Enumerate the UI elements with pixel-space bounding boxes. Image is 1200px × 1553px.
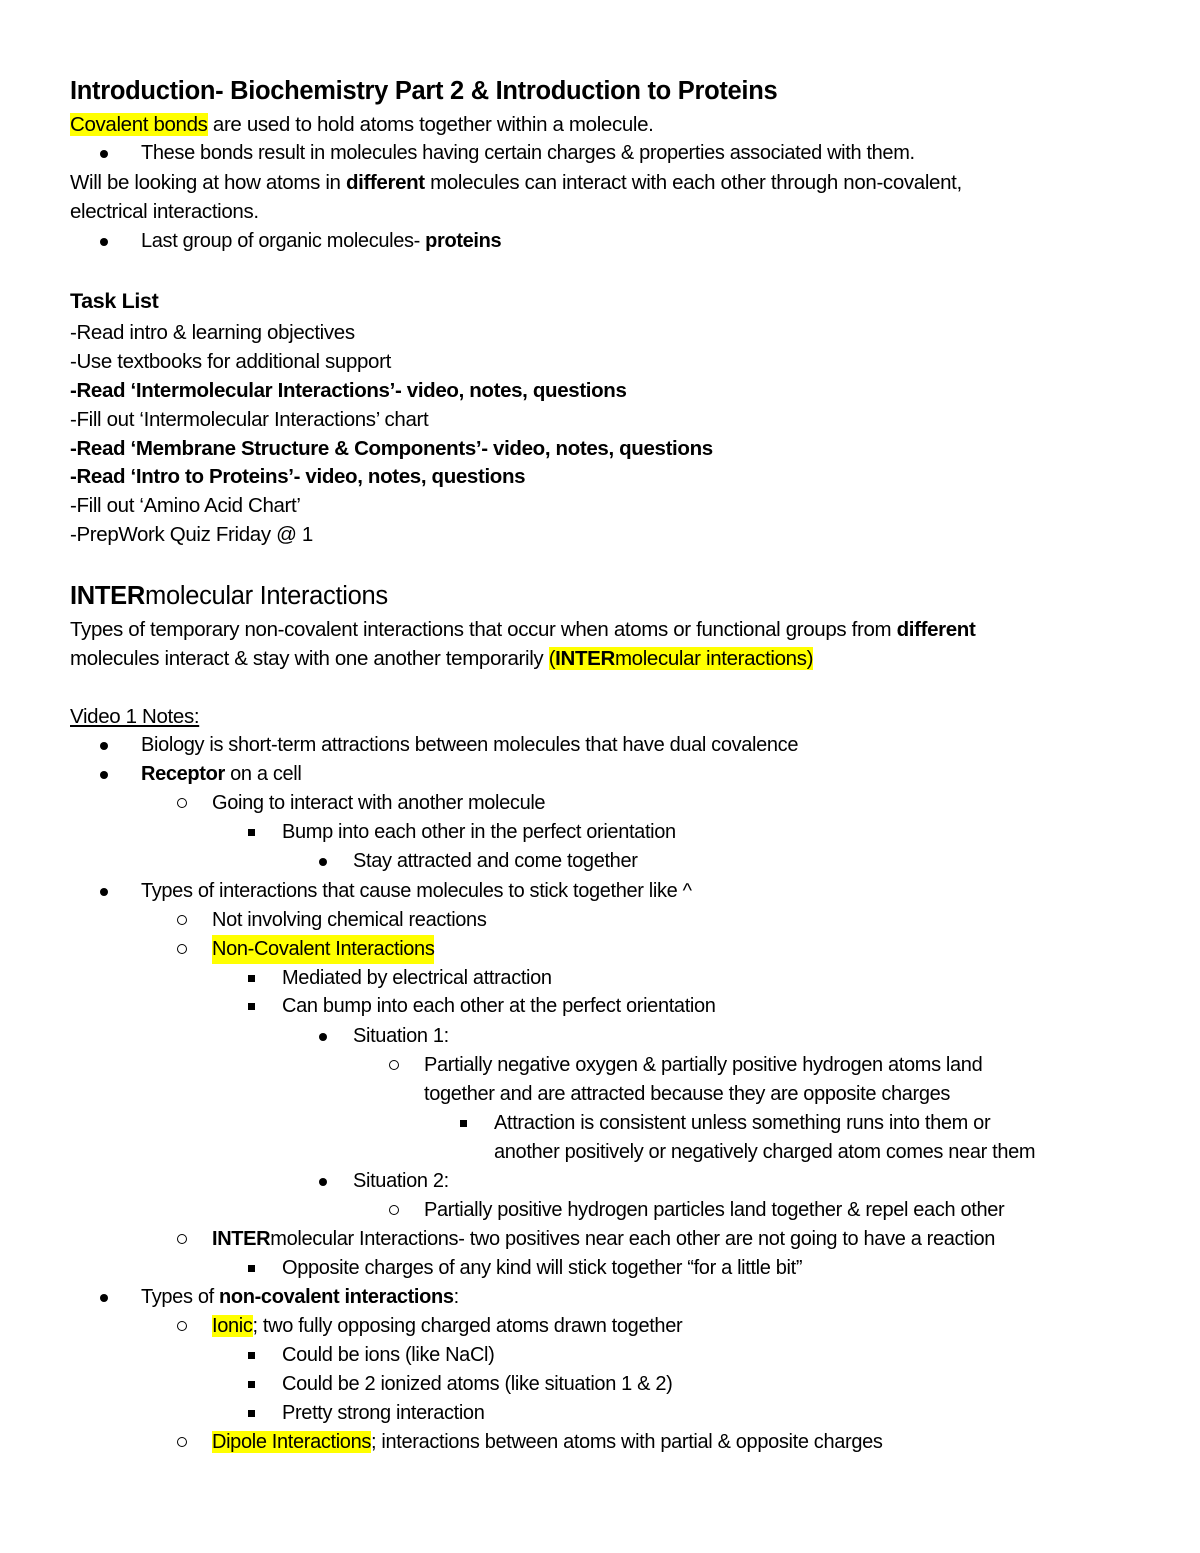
bullet-dot-icon xyxy=(100,238,108,246)
video-notes-heading: Video 1 Notes: xyxy=(70,705,200,728)
square-bullet-icon xyxy=(248,1381,255,1388)
highlight-covalent-bonds: Covalent bonds xyxy=(70,113,208,136)
intro-line-2-bold: different xyxy=(345,171,425,194)
task-item: -Read ‘Intermolecular Interactions’- video, notes, questions xyxy=(70,379,627,402)
inter-paragraph-line-2 xyxy=(70,644,813,673)
bullet-text xyxy=(212,1312,682,1341)
bullet-text: Could be 2 ionized atoms (like situation 1 & 2) xyxy=(282,1373,673,1395)
circle-bullet-icon xyxy=(389,1060,399,1070)
bullet-text: Not involving chemical reactions xyxy=(212,909,487,931)
task-list-heading: Task List xyxy=(70,289,159,313)
intro-line-2 xyxy=(70,168,962,197)
hl-part-c: molecular interactions) xyxy=(614,647,814,670)
square-bullet-icon xyxy=(248,1352,255,1359)
bullet-text xyxy=(141,760,301,789)
bullet-text: another positively or negatively charged atom comes near them xyxy=(494,1141,1036,1163)
hl-part-bold: INTER xyxy=(555,647,615,670)
bullet-text-rest: ; interactions between atoms with partial & opposite charges xyxy=(371,1431,883,1453)
bullet-text: Partially negative oxygen & partially positive hydrogen atoms land xyxy=(424,1054,983,1076)
bullet-text-bold: Receptor xyxy=(141,763,225,785)
bullet-dot-icon xyxy=(319,858,327,866)
intro-line-1 xyxy=(70,110,654,139)
page-title: Introduction- Biochemistry Part 2 & Introduction to Proteins xyxy=(70,77,778,105)
highlight-dipole: Dipole Interactions xyxy=(212,1431,371,1453)
bullet-text: Bump into each other in the perfect orientation xyxy=(282,821,676,843)
bullet-text-rest: ; two fully opposing charged atoms drawn together xyxy=(252,1315,683,1337)
bullet-text-a: Types of xyxy=(141,1286,220,1308)
bullet-dot-icon xyxy=(100,888,108,896)
square-bullet-icon xyxy=(248,1410,255,1417)
inter-paragraph-line-1 xyxy=(70,615,975,644)
task-item: -Use textbooks for additional support xyxy=(70,350,391,373)
section-heading-rest: molecular Interactions xyxy=(145,582,388,610)
square-bullet-icon xyxy=(248,829,255,836)
bullet-text xyxy=(212,1428,883,1457)
bullet-text: Opposite charges of any kind will stick together “for a little bit” xyxy=(282,1257,803,1279)
bullet-text: Situation 1: xyxy=(353,1025,449,1047)
circle-bullet-icon xyxy=(177,944,187,954)
square-bullet-icon xyxy=(248,975,255,982)
circle-bullet-icon xyxy=(177,1234,187,1244)
bullet-text: Mediated by electrical attraction xyxy=(282,967,552,989)
bullet-dot-icon xyxy=(100,1294,108,1302)
square-bullet-icon xyxy=(248,1003,255,1010)
circle-bullet-icon xyxy=(389,1205,399,1215)
section-heading-bold: INTER xyxy=(70,582,146,610)
bullet-dot-icon xyxy=(100,150,108,158)
inter-p2-a: molecules interact & stay with one another temporarily xyxy=(70,647,549,670)
bullet-text: These bonds result in molecules having certain charges & properties associated with them. xyxy=(141,142,915,164)
circle-bullet-icon xyxy=(177,1321,187,1331)
bullet-text: Types of interactions that cause molecules to stick together like ^ xyxy=(141,880,692,902)
circle-bullet-icon xyxy=(177,1437,187,1447)
square-bullet-icon xyxy=(460,1120,467,1127)
bullet-dot-icon xyxy=(100,742,108,750)
intro-line-2-c: molecules can interact with each other through non-covalent, xyxy=(424,171,962,194)
bullet-text: Could be ions (like NaCl) xyxy=(282,1344,495,1366)
square-bullet-icon xyxy=(248,1265,255,1272)
bullet-text: Biology is short-term attractions between molecules that have dual covalence xyxy=(141,734,799,756)
bullet-text: Stay attracted and come together xyxy=(353,850,638,872)
bullet-text: Can bump into each other at the perfect orientation xyxy=(282,995,716,1017)
intro-line-2-a: Will be looking at how atoms in xyxy=(70,171,346,194)
circle-bullet-icon xyxy=(177,915,187,925)
task-item: -Read ‘Membrane Structure & Components’- video, notes, questions xyxy=(70,437,713,460)
bullet-dot-icon xyxy=(319,1033,327,1041)
highlight-ionic: Ionic xyxy=(212,1315,253,1337)
bullet-text-bold: proteins xyxy=(425,230,502,252)
bullet-text xyxy=(212,1225,995,1254)
bullet-text: together and are attracted because they are opposite charges xyxy=(424,1083,951,1105)
task-item: -Read ‘Intro to Proteins’- video, notes, questions xyxy=(70,465,526,488)
bullet-text-rest: on a cell xyxy=(224,763,302,785)
bullet-text-c: : xyxy=(453,1286,459,1308)
section-heading xyxy=(70,579,388,613)
inter-p1-bold: different xyxy=(896,618,976,641)
circle-bullet-icon xyxy=(177,798,187,808)
task-item: -Fill out ‘Amino Acid Chart’ xyxy=(70,494,301,517)
bullet-text-bold: non-covalent interactions xyxy=(219,1286,454,1308)
bullet-text-bold: INTER xyxy=(212,1228,271,1250)
bullet-text xyxy=(141,1283,459,1312)
highlight-intermolecular xyxy=(549,647,813,670)
bullet-dot-icon xyxy=(100,771,108,779)
hl-part-a: ( xyxy=(548,647,556,670)
bullet-text: Going to interact with another molecule xyxy=(212,792,546,814)
bullet-text xyxy=(141,227,501,256)
bullet-text-rest: molecular Interactions- two positives near each other are not going to have a reaction xyxy=(270,1228,996,1250)
bullet-text: Situation 2: xyxy=(353,1170,449,1192)
task-item: -Fill out ‘Intermolecular Interactions’ chart xyxy=(70,408,429,431)
intro-line-1-rest: are used to hold atoms together within a molecule. xyxy=(207,113,654,136)
bullet-text: Pretty strong interaction xyxy=(282,1402,485,1424)
task-item: -Read intro & learning objectives xyxy=(70,321,355,344)
highlight-non-covalent: Non-Covalent Interactions xyxy=(212,935,434,964)
intro-line-3: electrical interactions. xyxy=(70,200,259,223)
bullet-text-a: Last group of organic molecules- xyxy=(141,230,426,252)
inter-p1-a: Types of temporary non-covalent interactions that occur when atoms or functional groups from xyxy=(70,618,897,641)
task-item: -PrepWork Quiz Friday @ 1 xyxy=(70,523,313,546)
bullet-text: Partially positive hydrogen particles land together & repel each other xyxy=(424,1199,1005,1221)
bullet-text: Attraction is consistent unless something runs into them or xyxy=(494,1112,991,1134)
bullet-dot-icon xyxy=(319,1178,327,1186)
